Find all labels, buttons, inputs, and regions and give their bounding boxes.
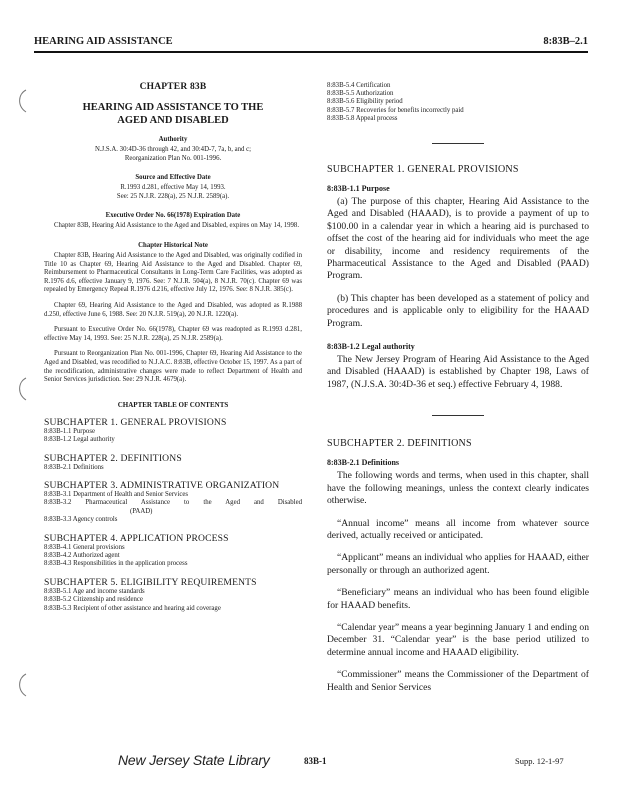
chapter-title-line: HEARING AID ASSISTANCE TO THE bbox=[82, 102, 264, 113]
toc-item: 8:83B-1.1 Purpose bbox=[44, 427, 95, 435]
toc-item: 8:83B-4.2 Authorized agent bbox=[44, 551, 120, 559]
left-column bbox=[44, 82, 302, 613]
toc-item: 8:83B-3.1 Department of Health and Senior Services bbox=[44, 490, 189, 498]
body-paragraph: The New Jersey Program of Hearing Aid Assistance to the Aged and Disabled (HAAAD) is established by Chapter 198, Laws of 1987, (N.J.S.A. 30:4D-36 et seq.) effective February 4, 1988. bbox=[327, 354, 589, 390]
history-paragraph: Pursuant to Reorganization Plan No. 001-1996, Chapter 69, Hearing Aid Assistance to the Aged and Disabled, was recodified to N.J.A.C. 8:83B, effective October 15, 1997. As a part of the recodification, administrative changes were made to reflect Department of Health and Senior Services jurisdiction. See: 29 N.J.R. 4679(a). bbox=[44, 350, 302, 384]
subchapter-heading: SUBCHAPTER 1. GENERAL PROVISIONS bbox=[327, 164, 519, 176]
toc-item: 8:83B-2.1 Definitions bbox=[44, 463, 104, 471]
history-paragraph: Chapter 69, Hearing Aid Assistance to the Aged and Disabled, was adopted as R.1988 d.250, effective June 6, 1988. See: 20 N.J.R. 519(a), 20 N.J.R. 1220(a). bbox=[44, 301, 302, 318]
toc-item: 8:83B-5.5 Authorization bbox=[327, 90, 394, 98]
exec-order-text: Chapter 83B, Hearing Aid Assistance to the Aged and Disabled, expires on May 14, 1998. bbox=[54, 222, 300, 230]
toc-subchapter-heading: SUBCHAPTER 1. GENERAL PROVISIONS bbox=[44, 416, 227, 428]
toc-subchapter-heading: SUBCHAPTER 2. DEFINITIONS bbox=[44, 452, 182, 464]
definition-paragraph: “Commissioner” means the Commissioner of the Department of Health and Senior Services bbox=[327, 669, 589, 693]
toc-item-continuation: (PAAD) bbox=[130, 507, 153, 515]
header-rule bbox=[34, 51, 588, 53]
toc-item: 8:83B-4.3 Responsibilities in the application process bbox=[44, 560, 188, 568]
toc-subchapter-heading: SUBCHAPTER 3. ADMINISTRATIVE ORGANIZATION bbox=[44, 479, 280, 491]
header-title: HEARING AID ASSISTANCE bbox=[34, 36, 173, 47]
history-paragraph: Chapter 83B, Hearing Aid Assistance to the Aged and Disabled, was originally codified in Title 10 as Chapter 69, Hearing Aid Assistance to the Aged and Disabled. Chapter 69, Reimbursement to Pharmaceutical Consultants in Long-Term Care Facilities, was adopted as R.1976 d.6, effective January 9, 1976. See: 7 N.J.R. 504(a), 8 N.J.R. 70(c). Chapter 69 was repealed by Emergency Repeal R.1976 d.216, effective July 12, 1976. See: 8 N.J.R. 385(c). bbox=[44, 251, 302, 294]
authority-text: N.J.S.A. 30:4D-36 through 42, and 30:4D-7, 7a, b, and c; Reorganization Plan No. 001-1996. bbox=[94, 146, 252, 162]
chapter-number: CHAPTER 83B bbox=[139, 82, 207, 92]
history-paragraph: Pursuant to Executive Order No. 66(1978), Chapter 69 was readopted as R.1993 d.281, effective May 14, 1993. See: 25 N.J.R. 228(a), 25 N.J.R. 2589(a). bbox=[44, 326, 302, 342]
history-heading: Chapter Historical Note bbox=[138, 241, 208, 249]
toc-item: 8:83B-5.1 Age and income standards bbox=[44, 587, 145, 595]
toc-subchapter-heading: SUBCHAPTER 4. APPLICATION PROCESS bbox=[44, 532, 229, 544]
toc-item: 8:83B-5.4 Certification bbox=[327, 82, 391, 89]
source-line: R.1993 d.281, effective May 14, 1993. bbox=[120, 184, 226, 192]
section-divider bbox=[432, 143, 484, 144]
source-line: See: 25 N.J.R. 228(a), 25 N.J.R. 2589(a). bbox=[116, 192, 230, 200]
subchapter-heading: SUBCHAPTER 2. DEFINITIONS bbox=[327, 438, 472, 450]
body-paragraph: (a) The purpose of this chapter, Hearing Aid Assistance to the Aged and Disabled (HAAAD), is to provide a payment of up to $100.00 in a calendar year in which a hearing aid is purchased to offset the cost of the hearing aid for individuals who meet the age or disability, income and residency requirements of the Pharmaceutical Assistance to the Aged and Disabled (PAAD) Program. bbox=[327, 196, 589, 282]
toc-item: 8:83B-5.8 Appeal process bbox=[327, 114, 398, 122]
toc-title: CHAPTER TABLE OF CONTENTS bbox=[117, 400, 229, 409]
section-heading: 8:83B-1.2 Legal authority bbox=[327, 342, 415, 352]
binder-hole-mark bbox=[14, 376, 30, 402]
toc-item: 8:83B-5.2 Citizenship and residence bbox=[44, 596, 143, 604]
toc-continuation bbox=[327, 82, 589, 123]
toc-item: 8:83B-3.2 Pharmaceutical Assistance to the Aged and Disabled bbox=[44, 499, 302, 507]
library-stamp: New Jersey State Library bbox=[118, 752, 270, 768]
toc-item: 8:83B-4.1 General provisions bbox=[44, 543, 125, 551]
binder-hole-mark bbox=[14, 88, 30, 114]
toc-item: 8:83B-1.2 Legal authority bbox=[44, 436, 115, 444]
page-footer bbox=[0, 752, 618, 772]
toc-item: 8:83B-5.6 Eligibility period bbox=[327, 98, 403, 106]
supplement-date: Supp. 12-1-97 bbox=[515, 756, 564, 766]
definition-paragraph: “Calendar year” means a year beginning January 1 and ending on December 31. “Calendar year” is the base period utilized to determine annual income and HAAAD eligibility. bbox=[327, 621, 589, 658]
authority-heading: Authority bbox=[158, 136, 188, 143]
exec-order-heading: Executive Order No. 66(1978) Expiration Date bbox=[105, 212, 241, 220]
chapter-title bbox=[44, 101, 302, 127]
body-paragraph: The following words and terms, when used in this chapter, shall have the following meanings, unless the context clearly indicates otherwise. bbox=[327, 470, 589, 507]
section-heading: 8:83B-2.1 Definitions bbox=[327, 458, 399, 468]
source-heading: Source and Effective Date bbox=[135, 174, 211, 182]
toc-item: 8:83B-5.3 Recipient of other assistance and hearing aid coverage bbox=[44, 604, 221, 612]
definition-paragraph: “Applicant” means an individual who applies for HAAAD, either personally or through an authorized agent. bbox=[327, 552, 589, 576]
toc-item: 8:83B-3.3 Agency controls bbox=[44, 516, 118, 524]
toc-item: 8:83B-5.7 Recoveries for benefits incorrectly paid bbox=[327, 106, 464, 114]
right-column bbox=[327, 82, 589, 694]
definition-paragraph: “Beneficiary” means an individual who has been found eligible for HAAAD benefits. bbox=[327, 587, 589, 611]
running-header bbox=[34, 36, 588, 50]
section-heading: 8:83B-1.1 Purpose bbox=[327, 184, 390, 194]
section-divider bbox=[432, 415, 484, 416]
definition-paragraph: “Annual income” means all income from whatever source derived, actually received or anticipated. bbox=[327, 517, 589, 541]
header-section-number: 8:83B–2.1 bbox=[543, 36, 588, 47]
binder-hole-mark bbox=[14, 672, 30, 698]
chapter-title-line: AGED AND DISABLED bbox=[117, 115, 229, 126]
toc-subchapter-heading: SUBCHAPTER 5. ELIGIBILITY REQUIREMENTS bbox=[44, 576, 257, 588]
body-paragraph: (b) This chapter has been developed as a statement of policy and procedures and is applicable only to eligibility for the HAAAD Program. bbox=[327, 292, 589, 329]
page-number: 83B-1 bbox=[304, 756, 327, 766]
